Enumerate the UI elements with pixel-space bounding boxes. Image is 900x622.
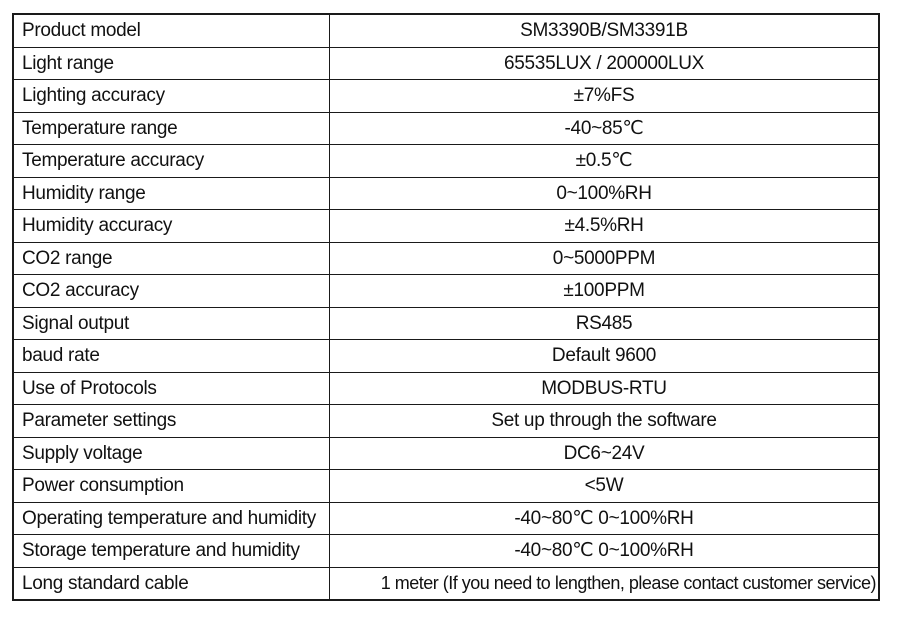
value-cell: 65535LUX / 200000LUX [330, 47, 880, 80]
value-cell: Set up through the software [330, 405, 880, 438]
parameter-cell: Temperature range [13, 112, 330, 145]
value-cell: -40~80℃ 0~100%RH [330, 502, 880, 535]
parameter-cell: CO2 range [13, 242, 330, 275]
parameter-cell: Temperature accuracy [13, 145, 330, 178]
parameter-cell: Storage temperature and humidity [13, 535, 330, 568]
table-row [13, 14, 879, 47]
table-row [13, 437, 879, 470]
table-row [13, 47, 879, 80]
parameter-cell: Use of Protocols [13, 372, 330, 405]
value-cell: ±0.5℃ [330, 145, 880, 178]
parameter-cell: Supply voltage [13, 437, 330, 470]
parameter-cell: Power consumption [13, 470, 330, 503]
value-cell: <5W [330, 470, 880, 503]
table-row [13, 567, 879, 600]
table-row [13, 242, 879, 275]
table-row [13, 80, 879, 113]
parameter-cell: Humidity accuracy [13, 210, 330, 243]
table-row [13, 372, 879, 405]
value-cell: 0~5000PPM [330, 242, 880, 275]
table-row [13, 307, 879, 340]
parameter-cell: Lighting accuracy [13, 80, 330, 113]
table-row [13, 177, 879, 210]
value-cell: 1 meter (If you need to lengthen, please contact customer service) [330, 567, 880, 600]
value-cell: 0~100%RH [330, 177, 880, 210]
table-row [13, 145, 879, 178]
value-cell: ±4.5%RH [330, 210, 880, 243]
parameter-cell: Humidity range [13, 177, 330, 210]
value-cell: DC6~24V [330, 437, 880, 470]
table-row [13, 502, 879, 535]
spec-table [12, 13, 880, 601]
parameter-cell: Long standard cable [13, 567, 330, 600]
table-row [13, 535, 879, 568]
table-row [13, 470, 879, 503]
value-cell: ±7%FS [330, 80, 880, 113]
table-row [13, 340, 879, 373]
value-cell: MODBUS-RTU [330, 372, 880, 405]
table-row [13, 112, 879, 145]
parameter-cell: Signal output [13, 307, 330, 340]
table-row [13, 405, 879, 438]
parameter-cell: CO2 accuracy [13, 275, 330, 308]
parameter-cell: Product model [13, 14, 330, 47]
value-cell: Default 9600 [330, 340, 880, 373]
table-row [13, 210, 879, 243]
value-cell: -40~85℃ [330, 112, 880, 145]
table-row [13, 275, 879, 308]
value-cell: SM3390B/SM3391B [330, 14, 880, 47]
parameter-cell: Operating temperature and humidity [13, 502, 330, 535]
value-cell: RS485 [330, 307, 880, 340]
value-cell: -40~80℃ 0~100%RH [330, 535, 880, 568]
parameter-cell: Light range [13, 47, 330, 80]
parameter-cell: baud rate [13, 340, 330, 373]
parameter-cell: Parameter settings [13, 405, 330, 438]
value-cell: ±100PPM [330, 275, 880, 308]
